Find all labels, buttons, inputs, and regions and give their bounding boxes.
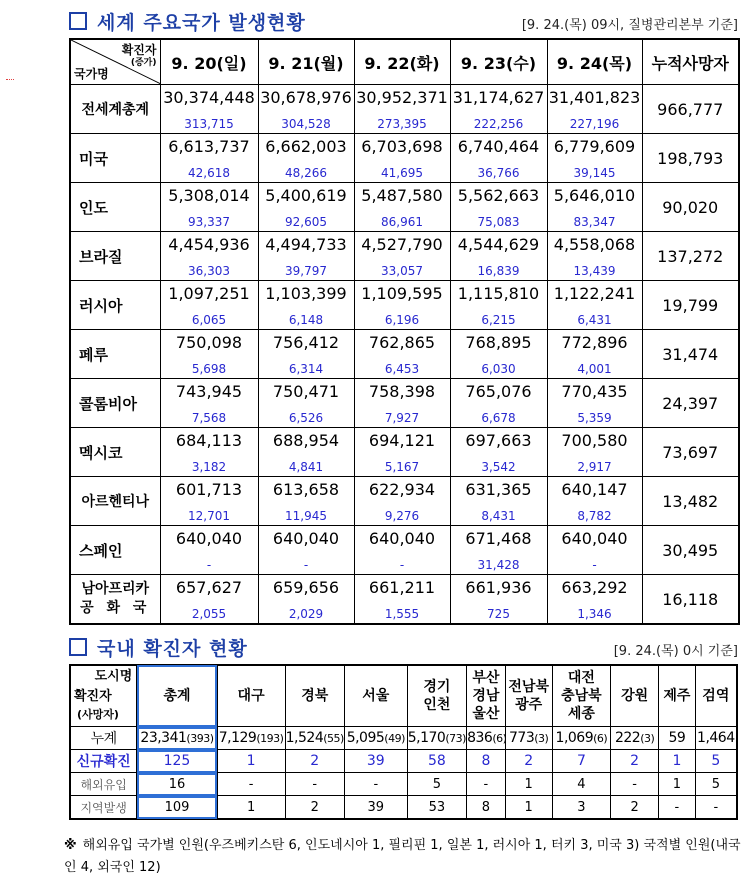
row-label: 지역발생 [70,796,137,820]
cumulative-cases: 6,662,003 [258,134,354,161]
domestic-cell: 58 [407,750,466,773]
domestic-cell: 2 [285,750,344,773]
country-name: 페루 [70,330,160,379]
country-row [70,281,739,308]
cumulative-cases: 659,656 [258,575,354,602]
cumulative-cases: 6,740,464 [450,134,547,161]
date-header: 9. 23(수) [450,39,547,85]
country-name: 스페인 [70,526,160,575]
domestic-cell: 1 [659,773,696,796]
cumulative-cases: 31,401,823 [547,85,642,112]
country-row [70,232,739,259]
world-corner-cell [70,39,160,85]
daily-increase: 75,083 [450,209,547,232]
world-basis: [9. 24.(목) 09시, 질병관리본부 기준] [521,18,738,33]
region-header [344,665,407,727]
region-header-line: 울산 [472,706,500,722]
domestic-corner-cell [70,665,137,727]
corner-cases-label: 확진자 [74,689,112,704]
country-row [70,526,739,553]
deaths-value: (3) [640,732,655,745]
domestic-cell: - [467,773,506,796]
cumulative-cases: 663,292 [547,575,642,602]
domestic-cell: 5 [407,773,466,796]
country-increase-row [70,356,739,379]
region-header-line: 광주 [515,697,543,713]
domestic-basis: [9. 24.(목) 0시 기준] [613,644,738,659]
region-header-line: 대전 [567,670,595,686]
domestic-row [70,773,737,796]
daily-increase: 39,145 [547,160,642,183]
cumulative-cases: 1,097,251 [160,281,258,308]
date-header: 9. 24(목) [547,39,642,85]
domestic-cell: 1 [217,796,285,820]
region-header-line: 부산 [472,670,500,686]
domestic-cell: 4 [552,773,610,796]
daily-increase: 12,701 [160,503,258,526]
daily-increase: 36,766 [450,160,547,183]
deaths-value: (193) [256,732,284,745]
daily-increase: 9,276 [354,503,450,526]
domestic-cell [695,727,737,750]
domestic-cell: 2 [505,750,552,773]
cumulative-cases: 4,454,936 [160,232,258,259]
cumulative-cases: 5,487,580 [354,183,450,210]
cumulative-cases: 6,613,737 [160,134,258,161]
daily-increase: 4,001 [547,356,642,379]
cumulative-cases: 700,580 [547,428,642,455]
domestic-cell: - [285,773,344,796]
cumulative-cases: 640,040 [354,526,450,553]
cumulative-cases: 768,895 [450,330,547,357]
region-header [695,665,737,727]
daily-increase: 6,453 [354,356,450,379]
world-section-title [69,8,306,35]
country-row [70,134,739,161]
domestic-section-title [69,634,248,661]
domestic-cell [505,727,552,750]
daily-increase: 11,945 [258,503,354,526]
daily-increase: 6,314 [258,356,354,379]
cumulative-cases: 601,713 [160,477,258,504]
daily-increase: 6,215 [450,307,547,330]
cumulative-deaths: 19,799 [642,281,739,330]
daily-increase: 6,196 [354,307,450,330]
domestic-cell: 7 [552,750,610,773]
cases-value: 59 [668,730,686,746]
checkbox-square-icon [69,638,87,656]
domestic-cell: - [217,773,285,796]
daily-increase: 83,347 [547,209,642,232]
domestic-header-row [70,665,737,727]
daily-increase: 222,256 [450,111,547,134]
country-row [70,428,739,455]
cumulative-cases: 750,098 [160,330,258,357]
cumulative-cases: 640,040 [547,526,642,553]
domestic-cell [552,727,610,750]
cumulative-deaths: 31,474 [642,330,739,379]
daily-increase: 313,715 [160,111,258,134]
checkbox-square-icon [69,12,87,30]
cumulative-cases: 5,562,663 [450,183,547,210]
note-mark: ※ [64,838,77,853]
domestic-cell: 53 [407,796,466,820]
cumulative-cases: 750,471 [258,379,354,406]
region-header-line: 검역 [702,688,730,704]
deaths-value: (6) [593,732,608,745]
country-name-line: 공 화 국 [80,600,151,616]
deaths-value: (73) [445,732,466,745]
region-header-line: 인천 [423,697,451,713]
corner-cases-label: 확진자 [121,43,157,57]
cumulative-deaths: 73,697 [642,428,739,477]
cumulative-cases: 1,103,399 [258,281,354,308]
world-table-body [70,85,739,625]
country-increase-row [70,454,739,477]
country-increase-row [70,503,739,526]
domestic-cell: 125 [137,750,217,773]
domestic-cell: 1 [505,796,552,820]
country-increase-row [70,601,739,624]
daily-increase: 92,605 [258,209,354,232]
country-name: 멕시코 [70,428,160,477]
cumulative-cases: 5,400,619 [258,183,354,210]
country-row [70,379,739,406]
domestic-cell: 39 [344,796,407,820]
daily-increase: - [160,552,258,575]
cases-value: 1,069 [555,730,594,746]
daily-increase: 5,359 [547,405,642,428]
margin-mark [6,79,14,80]
domestic-cell: - [695,796,737,820]
date-header: 9. 21(월) [258,39,354,85]
domestic-table [69,664,738,820]
daily-increase: 227,196 [547,111,642,134]
region-header-line: 대구 [237,688,265,704]
cases-value: 773 [509,730,535,746]
region-header [611,665,659,727]
daily-increase: 31,428 [450,552,547,575]
daily-increase: 6,030 [450,356,547,379]
domestic-cell: 1 [217,750,285,773]
cumulative-cases: 4,558,068 [547,232,642,259]
cumulative-cases: 661,211 [354,575,450,602]
cumulative-cases: 4,494,733 [258,232,354,259]
daily-increase: 4,841 [258,454,354,477]
cumulative-deaths: 137,272 [642,232,739,281]
row-label: 신규확진 [70,750,137,773]
cumulative-cases: 765,076 [450,379,547,406]
domestic-cell: 2 [611,750,659,773]
cases-value: 23,341 [140,730,187,746]
region-header-line: 경기 [423,679,451,695]
daily-increase: 304,528 [258,111,354,134]
country-increase-row [70,405,739,428]
cumulative-cases: 688,954 [258,428,354,455]
cumulative-cases: 622,934 [354,477,450,504]
country-name-line: 남아프리카 [81,581,150,597]
region-header [552,665,610,727]
row-label: 누계 [70,727,137,750]
region-header-line: 제주 [663,688,691,704]
domestic-cell: 2 [285,796,344,820]
daily-increase: 86,961 [354,209,450,232]
region-header-line: 충남북 [561,688,602,704]
cumulative-cases: 1,109,595 [354,281,450,308]
cumulative-cases: 31,174,627 [450,85,547,112]
cases-value: 1,524 [285,730,324,746]
country-row [70,575,739,602]
daily-increase: 6,148 [258,307,354,330]
daily-increase: 725 [450,601,547,624]
cumulative-cases: 613,658 [258,477,354,504]
domestic-cell [407,727,466,750]
region-header [505,665,552,727]
domestic-cell [659,727,696,750]
daily-increase: 2,917 [547,454,642,477]
footnote [64,835,744,879]
daily-increase: 36,303 [160,258,258,281]
region-header-line: 전남북 [508,679,549,695]
daily-increase: 3,542 [450,454,547,477]
region-header-line: 세종 [567,706,595,722]
daily-increase: 13,439 [547,258,642,281]
domestic-cell: 8 [467,750,506,773]
cumulative-cases: 758,398 [354,379,450,406]
daily-increase: 48,266 [258,160,354,183]
corner-deaths-label: (사망자) [77,708,119,721]
domestic-table-body [70,727,737,820]
cumulative-cases: 640,147 [547,477,642,504]
daily-increase: 6,431 [547,307,642,330]
domestic-cell [137,727,217,750]
domestic-row [70,796,737,820]
cumulative-cases: 631,365 [450,477,547,504]
daily-increase: 6,678 [450,405,547,428]
domestic-cell: 1 [505,773,552,796]
country-name: 아르헨티나 [70,477,160,526]
daily-increase: 93,337 [160,209,258,232]
cumulative-cases: 30,952,371 [354,85,450,112]
cumulative-deaths: 198,793 [642,134,739,183]
region-header-line: 경남 [472,688,500,704]
daily-increase: 8,431 [450,503,547,526]
cumulative-cases: 30,678,976 [258,85,354,112]
country-row [70,183,739,210]
domestic-cell: 39 [344,750,407,773]
domestic-cell: 5 [695,773,737,796]
country-name: 인도 [70,183,160,232]
domestic-cell: 2 [611,796,659,820]
cases-value: 7,129 [218,730,257,746]
country-increase-row [70,552,739,575]
cumulative-cases: 661,936 [450,575,547,602]
domestic-cell [217,727,285,750]
cases-value: 836 [467,730,493,746]
country-increase-row [70,111,739,134]
cumulative-deaths: 90,020 [642,183,739,232]
domestic-cell: - [344,773,407,796]
corner-country-label: 국가명 [74,67,109,81]
daily-increase: 273,395 [354,111,450,134]
cases-value: 222 [614,730,641,746]
daily-increase: 41,695 [354,160,450,183]
world-title-text: 세계 주요국가 발생현황 [97,12,306,34]
domestic-cell [611,727,659,750]
corner-increase-label: (증가) [130,58,157,68]
region-header [467,665,506,727]
cumulative-cases: 30,374,448 [160,85,258,112]
cases-value: 5,095 [346,730,385,746]
deaths-header: 누적사망자 [642,39,739,85]
daily-increase: 7,927 [354,405,450,428]
cumulative-cases: 1,115,810 [450,281,547,308]
region-header [137,665,217,727]
country-row [70,330,739,357]
country-increase-row [70,209,739,232]
daily-increase: 1,555 [354,601,450,624]
daily-increase: 6,526 [258,405,354,428]
cumulative-cases: 756,412 [258,330,354,357]
cases-value: 1,464 [697,730,735,746]
daily-increase: - [547,552,642,575]
cumulative-cases: 4,544,629 [450,232,547,259]
region-header-line: 강원 [621,688,649,704]
country-name [70,575,160,625]
cumulative-cases: 697,663 [450,428,547,455]
domestic-cell: - [659,796,696,820]
deaths-value: (393) [186,732,214,745]
country-increase-row [70,307,739,330]
region-header-line: 총계 [163,688,191,704]
region-header [407,665,466,727]
date-header: 9. 20(일) [160,39,258,85]
daily-increase: 42,618 [160,160,258,183]
cumulative-cases: 694,121 [354,428,450,455]
daily-increase: 6,065 [160,307,258,330]
deaths-value: (3) [534,732,549,745]
date-header: 9. 22(화) [354,39,450,85]
country-name: 러시아 [70,281,160,330]
deaths-value: (6) [492,732,507,745]
cumulative-deaths: 30,495 [642,526,739,575]
cumulative-cases: 4,527,790 [354,232,450,259]
region-header-line: 경북 [301,688,329,704]
domestic-cell: 8 [467,796,506,820]
cumulative-deaths: 966,777 [642,85,739,134]
daily-increase: 2,029 [258,601,354,624]
domestic-cell [467,727,506,750]
cumulative-deaths: 16,118 [642,575,739,625]
domestic-cell [285,727,344,750]
row-label: 해외유입 [70,773,137,796]
country-row [70,85,739,112]
domestic-cell: 5 [695,750,737,773]
daily-increase: 7,568 [160,405,258,428]
country-name: 브라질 [70,232,160,281]
cumulative-cases: 5,646,010 [547,183,642,210]
daily-increase: 3,182 [160,454,258,477]
cumulative-cases: 640,040 [160,526,258,553]
cumulative-cases: 671,468 [450,526,547,553]
daily-increase: 16,839 [450,258,547,281]
region-header [659,665,696,727]
cumulative-cases: 772,896 [547,330,642,357]
daily-increase: - [258,552,354,575]
cumulative-cases: 657,627 [160,575,258,602]
deaths-value: (55) [323,732,344,745]
domestic-row [70,750,737,773]
country-name: 미국 [70,134,160,183]
domestic-cell: 16 [137,773,217,796]
daily-increase: - [354,552,450,575]
cumulative-cases: 6,703,698 [354,134,450,161]
cumulative-cases: 5,308,014 [160,183,258,210]
domestic-cell: 109 [137,796,217,820]
region-header [285,665,344,727]
region-header-line: 서울 [362,688,390,704]
country-increase-row [70,160,739,183]
corner-region-label: 도시명 [94,669,133,684]
cumulative-cases: 762,865 [354,330,450,357]
cumulative-deaths: 13,482 [642,477,739,526]
world-table [69,38,740,625]
country-increase-row [70,258,739,281]
domestic-cell: 1 [659,750,696,773]
domestic-row [70,727,737,750]
daily-increase: 1,346 [547,601,642,624]
region-header [217,665,285,727]
domestic-cell: 3 [552,796,610,820]
domestic-cell: - [611,773,659,796]
cumulative-cases: 743,945 [160,379,258,406]
note-text: 해외유입 국가별 인원(우즈베키스탄 6, 인도네시아 1, 필리핀 1, 일본 1, 러시아 1, 터키 3, 미국 3) 국적별 인원(내국인 4, 외국인 12) [64,838,741,875]
daily-increase: 39,797 [258,258,354,281]
daily-increase: 2,055 [160,601,258,624]
cumulative-cases: 1,122,241 [547,281,642,308]
domestic-title-text: 국내 확진자 현황 [97,638,248,660]
cumulative-cases: 6,779,609 [547,134,642,161]
daily-increase: 33,057 [354,258,450,281]
daily-increase: 8,782 [547,503,642,526]
cumulative-deaths: 24,397 [642,379,739,428]
country-name: 전세계총계 [70,85,160,134]
cases-value: 5,170 [407,730,446,746]
domestic-cell [344,727,407,750]
cumulative-cases: 640,040 [258,526,354,553]
deaths-value: (49) [384,732,405,745]
cumulative-cases: 684,113 [160,428,258,455]
country-name: 콜롬비아 [70,379,160,428]
daily-increase: 5,167 [354,454,450,477]
cumulative-cases: 770,435 [547,379,642,406]
country-row [70,477,739,504]
world-header-row [70,39,739,85]
daily-increase: 5,698 [160,356,258,379]
